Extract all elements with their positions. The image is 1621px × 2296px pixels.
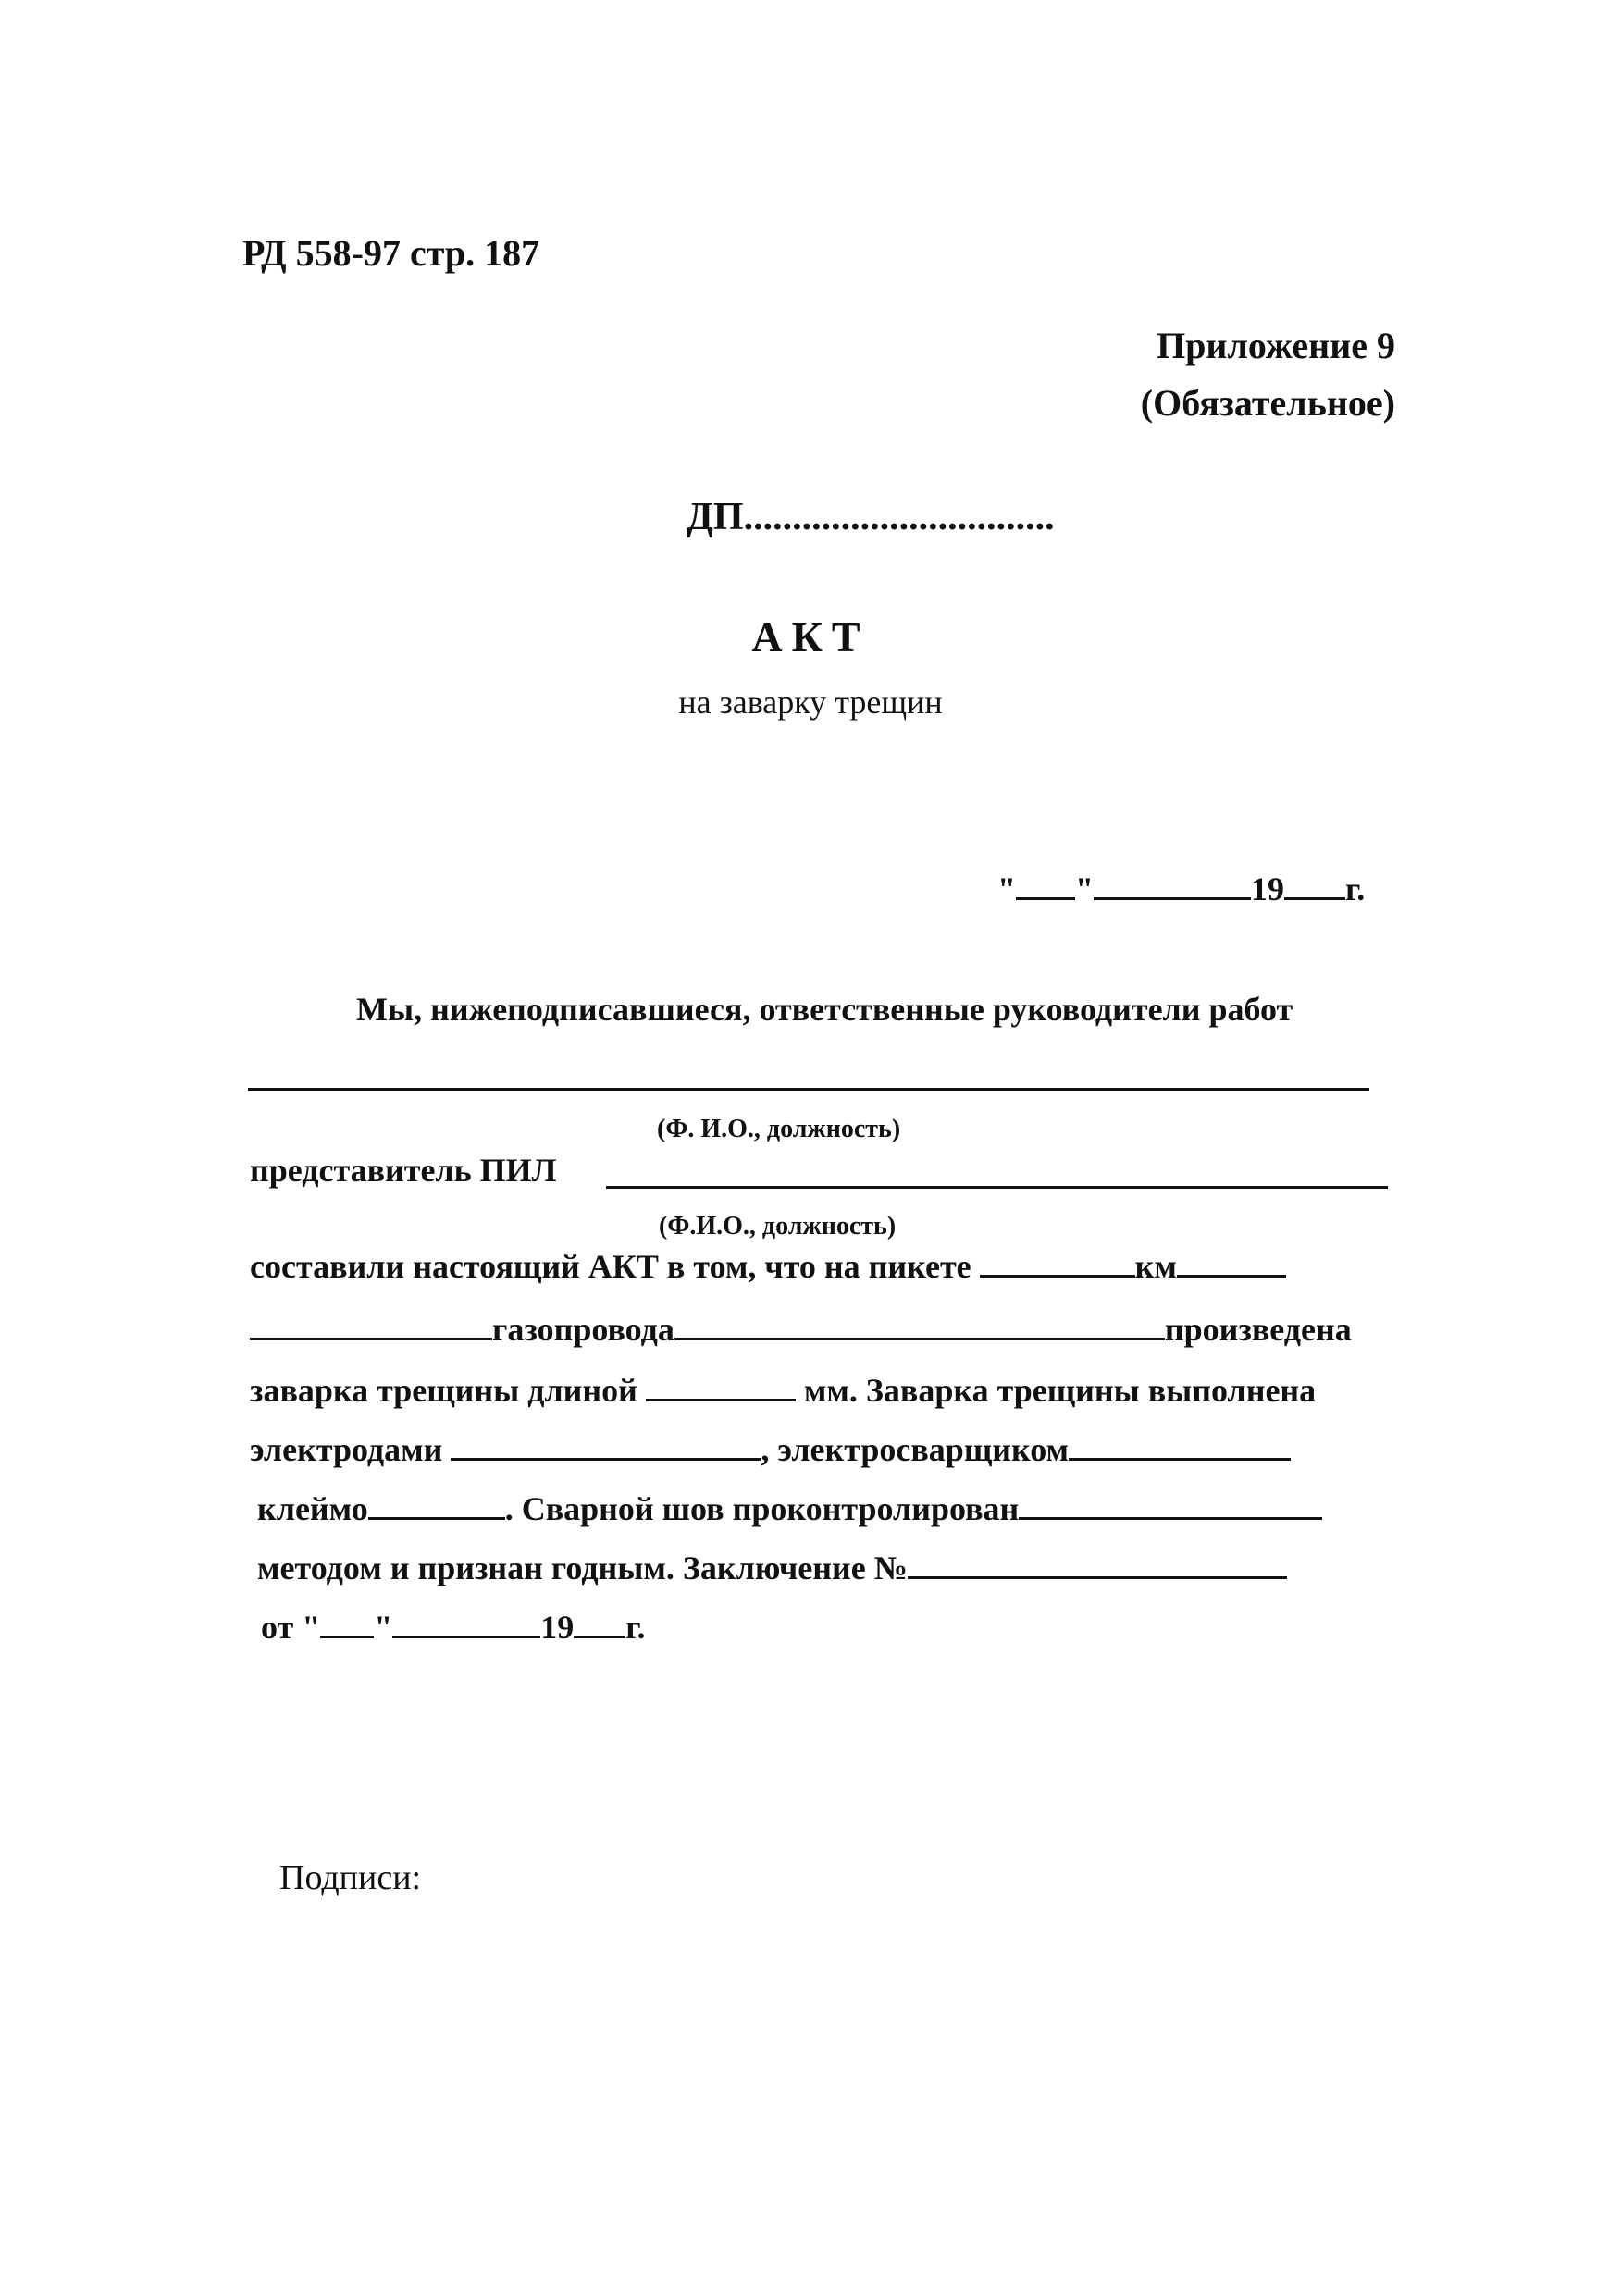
- act-title: АКТ: [751, 613, 870, 660]
- pipeline-section-blank[interactable]: [674, 1337, 1165, 1340]
- welder-blank[interactable]: [1069, 1457, 1291, 1461]
- from-date-close-quote: ": [374, 1609, 393, 1646]
- conclusion-day-blank[interactable]: [320, 1635, 374, 1638]
- stamp-blank[interactable]: [368, 1516, 505, 1520]
- body-line-1: Мы, нижеподписавшиеся, ответственные руководители работ: [356, 991, 1293, 1028]
- conclusion-year-prefix: 19: [540, 1609, 575, 1646]
- year-prefix: 19: [1251, 870, 1284, 907]
- electrodes-label: электродами: [250, 1431, 443, 1468]
- body-line-8: [257, 1549, 1287, 1587]
- crack-length-label: заварка трещины длиной: [250, 1372, 637, 1409]
- from-date-label: от ": [261, 1609, 321, 1646]
- pil-representative-blank[interactable]: [606, 1186, 1388, 1189]
- dp-label: ДП................................: [687, 496, 1055, 538]
- document-header: РД 558-97 стр. 187: [242, 232, 540, 274]
- pipeline-name-blank[interactable]: [250, 1337, 492, 1340]
- conclusion-year-suffix: г.: [625, 1609, 646, 1646]
- conclusion-month-blank[interactable]: [392, 1635, 540, 1638]
- body-line-9: [261, 1608, 646, 1647]
- appendix-subtitle: (Обязательное): [1140, 382, 1395, 424]
- caption-fio-1: (Ф. И.О., должность): [657, 1115, 901, 1143]
- date-open-quote: ": [997, 870, 1016, 907]
- crack-welding-done-label: мм. Заварка трещины выполнена: [803, 1372, 1317, 1409]
- performed-label: произведена: [1164, 1311, 1352, 1348]
- body-line-6: [250, 1430, 1291, 1469]
- conclusion-year-blank[interactable]: [574, 1635, 625, 1638]
- picket-blank[interactable]: [980, 1274, 1135, 1278]
- act-subtitle: на заварку трещин: [678, 684, 943, 721]
- pipeline-label: газопровода: [492, 1311, 674, 1348]
- year-blank[interactable]: [1284, 896, 1345, 900]
- crack-length-blank[interactable]: [646, 1398, 796, 1401]
- signatures-label: Подписи:: [279, 1858, 422, 1897]
- appendix-title: Приложение 9: [1157, 325, 1395, 366]
- electrodes-blank[interactable]: [451, 1457, 761, 1461]
- month-blank[interactable]: [1094, 896, 1251, 900]
- body-line-7: [257, 1489, 1322, 1528]
- km-blank[interactable]: [1177, 1274, 1286, 1278]
- km-label: км: [1134, 1248, 1177, 1285]
- body-line-3: [250, 1247, 1286, 1286]
- conclusion-label: методом и признан годным. Заключение №: [257, 1549, 908, 1586]
- body-line-4: [250, 1310, 1352, 1349]
- line3-text: составили настоящий АКТ в том, что на пикете: [250, 1248, 971, 1285]
- weld-inspected-label: . Сварной шов проконтролирован: [504, 1490, 1020, 1527]
- conclusion-number-blank[interactable]: [908, 1575, 1287, 1579]
- date-close-quote: ": [1075, 870, 1094, 907]
- stamp-label: клеймо: [257, 1490, 368, 1527]
- responsible-persons-blank[interactable]: [248, 1088, 1369, 1091]
- year-suffix: г.: [1345, 870, 1366, 907]
- welder-label: , электросварщиком: [761, 1431, 1070, 1468]
- date-line: [997, 870, 1365, 908]
- body-line-5: [250, 1371, 1316, 1410]
- day-blank[interactable]: [1016, 896, 1075, 900]
- caption-fio-2: (Ф.И.О., должность): [659, 1212, 897, 1241]
- inspection-method-blank[interactable]: [1019, 1516, 1322, 1520]
- pil-representative-label: представитель ПИЛ: [250, 1152, 557, 1189]
